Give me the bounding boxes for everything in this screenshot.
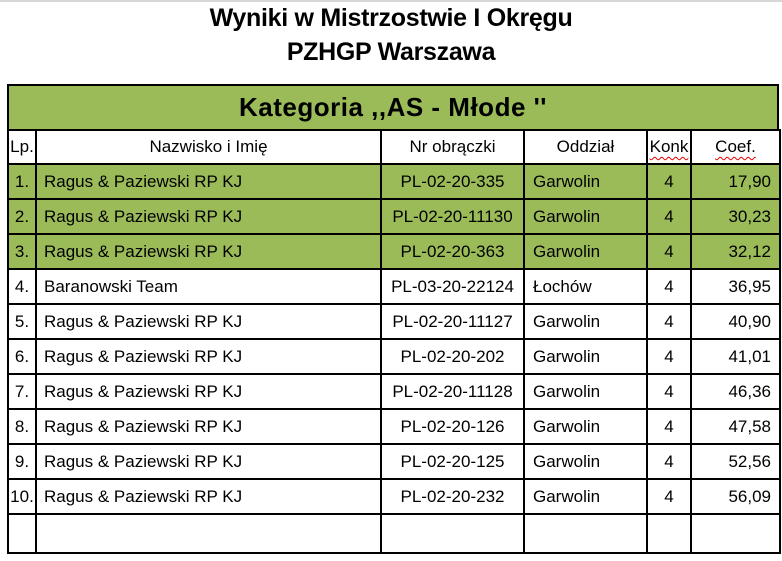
cell-lp: 5. bbox=[8, 304, 36, 339]
table-row bbox=[8, 479, 780, 514]
column-header-label: Nr obrączki bbox=[409, 137, 496, 156]
cell-branch: Garwolin bbox=[524, 479, 647, 514]
table-row bbox=[8, 164, 780, 199]
column-header-ring bbox=[381, 130, 524, 164]
cell-branch: Garwolin bbox=[524, 164, 647, 199]
cell-ring: PL-02-20-11127 bbox=[381, 304, 524, 339]
table-row-partial bbox=[8, 514, 780, 553]
cell-coef: 47,58 bbox=[691, 409, 780, 444]
cell-coef: 46,36 bbox=[691, 374, 780, 409]
document-title bbox=[0, 1, 782, 69]
cell-konk: 4 bbox=[647, 269, 691, 304]
cell-branch: Garwolin bbox=[524, 444, 647, 479]
cell-empty bbox=[36, 514, 381, 553]
table-row bbox=[8, 199, 780, 234]
title-line-1: Wyniki w Mistrzostwie I Okręgu bbox=[209, 4, 573, 32]
cell-empty bbox=[647, 514, 691, 553]
table-row bbox=[8, 444, 780, 479]
cell-branch: Garwolin bbox=[524, 374, 647, 409]
column-header-name bbox=[36, 130, 381, 164]
table-header-row bbox=[8, 130, 780, 164]
column-header-lp bbox=[8, 130, 36, 164]
cell-branch: Garwolin bbox=[524, 199, 647, 234]
column-header-label: Oddział bbox=[556, 137, 615, 156]
cell-coef: 52,56 bbox=[691, 444, 780, 479]
cell-konk: 4 bbox=[647, 164, 691, 199]
cell-coef: 36,95 bbox=[691, 269, 780, 304]
column-header-coef bbox=[691, 130, 780, 164]
cell-ring: PL-02-20-11130 bbox=[381, 199, 524, 234]
cell-konk: 4 bbox=[647, 409, 691, 444]
cell-branch: Łochów bbox=[524, 269, 647, 304]
cell-lp: 2. bbox=[8, 199, 36, 234]
column-header-label: Lp. bbox=[10, 137, 34, 156]
cell-lp: 4. bbox=[8, 269, 36, 304]
cell-empty bbox=[8, 514, 36, 553]
category-banner-label: Kategoria ,,AS - Młode '' bbox=[238, 92, 547, 122]
cell-name: Ragus & Paziewski RP KJ bbox=[36, 164, 381, 199]
cell-konk: 4 bbox=[647, 444, 691, 479]
cell-name: Ragus & Paziewski RP KJ bbox=[36, 409, 381, 444]
cell-lp: 8. bbox=[8, 409, 36, 444]
title-line-2: PZHGP Warszawa bbox=[286, 38, 496, 66]
cell-ring: PL-02-20-125 bbox=[381, 444, 524, 479]
cell-name: Ragus & Paziewski RP KJ bbox=[36, 339, 381, 374]
table-row bbox=[8, 234, 780, 269]
column-header-label: Nazwisko i Imię bbox=[149, 137, 268, 156]
cell-coef: 41,01 bbox=[691, 339, 780, 374]
cell-lp: 3. bbox=[8, 234, 36, 269]
cell-ring: PL-02-20-335 bbox=[381, 164, 524, 199]
cell-branch: Garwolin bbox=[524, 234, 647, 269]
cell-coef: 32,12 bbox=[691, 234, 780, 269]
cell-name: Ragus & Paziewski RP KJ bbox=[36, 304, 381, 339]
cell-lp: 7. bbox=[8, 374, 36, 409]
cell-name: Ragus & Paziewski RP KJ bbox=[36, 374, 381, 409]
cell-konk: 4 bbox=[647, 479, 691, 514]
table-row bbox=[8, 304, 780, 339]
cell-coef: 56,09 bbox=[691, 479, 780, 514]
column-header-label: Konk bbox=[649, 137, 689, 156]
cell-ring: PL-02-20-202 bbox=[381, 339, 524, 374]
cell-name: Baranowski Team bbox=[36, 269, 381, 304]
cell-coef: 40,90 bbox=[691, 304, 780, 339]
cell-coef: 17,90 bbox=[691, 164, 780, 199]
cell-coef: 30,23 bbox=[691, 199, 780, 234]
cell-lp: 6. bbox=[8, 339, 36, 374]
cell-ring: PL-02-20-232 bbox=[381, 479, 524, 514]
cell-konk: 4 bbox=[647, 339, 691, 374]
cell-ring: PL-02-20-11128 bbox=[381, 374, 524, 409]
cell-empty bbox=[524, 514, 647, 553]
cell-ring: PL-02-20-126 bbox=[381, 409, 524, 444]
cell-branch: Garwolin bbox=[524, 304, 647, 339]
table-row bbox=[8, 409, 780, 444]
cell-name: Ragus & Paziewski RP KJ bbox=[36, 234, 381, 269]
column-header-branch bbox=[524, 130, 647, 164]
cell-name: Ragus & Paziewski RP KJ bbox=[36, 199, 381, 234]
category-banner bbox=[7, 84, 779, 129]
table-row bbox=[8, 374, 780, 409]
cell-empty bbox=[381, 514, 524, 553]
cell-branch: Garwolin bbox=[524, 339, 647, 374]
cell-name: Ragus & Paziewski RP KJ bbox=[36, 479, 381, 514]
cell-ring: PL-03-20-22124 bbox=[381, 269, 524, 304]
column-header-label: Coef. bbox=[715, 137, 756, 156]
cell-empty bbox=[691, 514, 780, 553]
table-row bbox=[8, 339, 780, 374]
table-body bbox=[8, 164, 780, 553]
cell-konk: 4 bbox=[647, 304, 691, 339]
cell-branch: Garwolin bbox=[524, 409, 647, 444]
cell-konk: 4 bbox=[647, 199, 691, 234]
cell-lp: 9. bbox=[8, 444, 36, 479]
cell-lp: 10. bbox=[8, 479, 36, 514]
results-section bbox=[7, 84, 779, 554]
cell-name: Ragus & Paziewski RP KJ bbox=[36, 444, 381, 479]
table-row bbox=[8, 269, 780, 304]
cell-konk: 4 bbox=[647, 234, 691, 269]
cell-lp: 1. bbox=[8, 164, 36, 199]
results-table bbox=[7, 129, 781, 554]
cell-konk: 4 bbox=[647, 374, 691, 409]
column-header-konk bbox=[647, 130, 691, 164]
cell-ring: PL-02-20-363 bbox=[381, 234, 524, 269]
